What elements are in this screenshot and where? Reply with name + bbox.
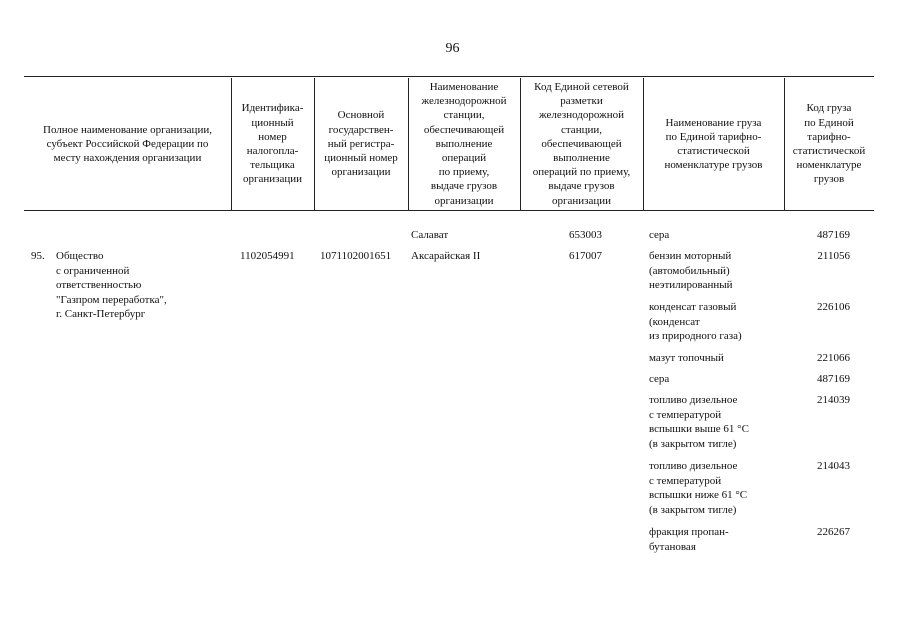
cargo-code: 487169 [817, 373, 850, 385]
header-inn: Идентифика- ционный номер налогопла- тельщика организации [241, 102, 304, 186]
header-ogrn: Основной государствен- ный регистра- ционный номер организации [324, 109, 398, 179]
ogrn-value: 1071102001651 [320, 250, 392, 262]
header-station-code: Код Единой сетевой разметки железнодорожной станции, обеспечивающей выполнение операций по приему, выдаче грузов организации [532, 81, 631, 207]
header-station: Наименование железнодорожной станции, обеспечивающей выполнение операций по приему, выдаче грузов организации [421, 81, 507, 207]
cargo-code: 214039 [817, 394, 850, 406]
cargo-name: сера [649, 373, 670, 385]
cargo-code: 214043 [817, 460, 850, 472]
cargo-name: бензин моторный (автомобильный) неэтилированный [649, 250, 733, 291]
cargo-code: 211056 [817, 250, 850, 262]
header-cargo: Наименование груза по Единой тарифно- статистической номенклатуре грузов [664, 116, 763, 172]
cargo-code: 226106 [817, 301, 850, 313]
station-code: 653003 [569, 229, 602, 241]
header-organization: Полное наименование организации, субъект Российской Федерации по месту нахождения организации [43, 123, 212, 165]
cargo-name: сера [649, 229, 670, 241]
cargo-code: 487169 [817, 229, 850, 241]
cargo-code: 221066 [817, 352, 850, 364]
cargo-name: фракция пропан- бутановая [649, 526, 729, 553]
station-name: Салават [411, 229, 449, 241]
header-cargo-code: Код груза по Единой тарифно- статистической номенклатуре грузов [792, 102, 866, 186]
table-top-border [24, 76, 874, 77]
organization-name: Общество с ограниченной ответственностью "Газпром переработка", г. Санкт-Петербург [56, 250, 167, 320]
header-bottom-border [24, 210, 874, 211]
inn-value: 1102054991 [240, 250, 295, 262]
entry-number: 95. [31, 250, 45, 262]
cargo-name: топливо дизельное с температурой вспышки ниже 61 °С (в закрытом тигле) [649, 460, 748, 516]
station-name: Аксарайская II [411, 250, 481, 262]
cargo-code: 226267 [817, 526, 850, 538]
cargo-name: топливо дизельное с температурой вспышки выше 61 °С (в закрытом тигле) [649, 394, 749, 450]
page-number: 96 [445, 41, 460, 56]
cargo-name: мазут топочный [649, 352, 724, 364]
station-code: 617007 [569, 250, 602, 262]
cargo-name: конденсат газовый (конденсат из природного газа) [649, 301, 742, 342]
